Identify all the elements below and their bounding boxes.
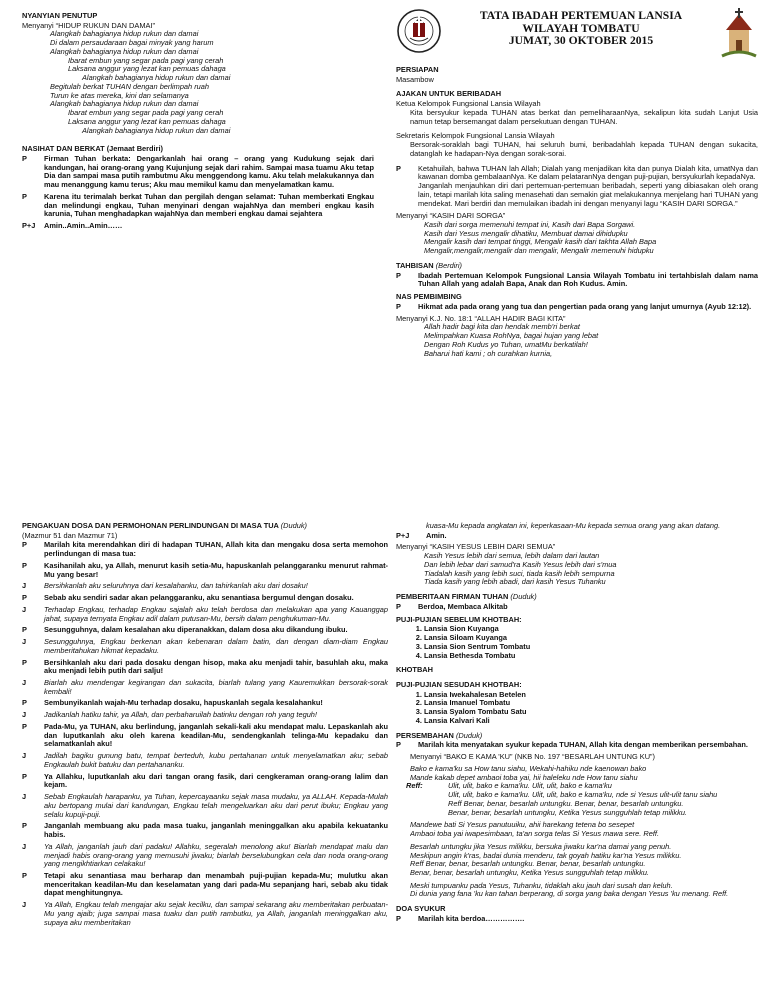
speaker-label: P: [22, 154, 27, 164]
liturgy-row: [22, 711, 388, 720]
liturgy-row: [22, 901, 388, 927]
speaker-label: P: [22, 821, 27, 831]
nas-text: Hikmat ada pada orang yang tua dan pengertian pada orang yang lanjut umurnya (Ayub 12:12).: [418, 301, 752, 311]
amin-label: P+J: [396, 530, 410, 540]
sermon-section: [396, 522, 758, 998]
liturgy-text: Sesungguhnya, Engkau berkenan akan kebenaran dalam batin, dan dengan diam-diam Engkau memberitahukan hikmat kepadaku.: [44, 637, 388, 655]
liturgy-text: Bersihkanlah aku seluruhnya dari kesalahanku, dan tahirkanlah aku dari dosaku!: [44, 581, 308, 591]
header-title-1: TATA IBADAH PERTEMUAN LANSIA: [479, 9, 683, 22]
liturgy-row: [22, 843, 388, 869]
liturgy-row: [22, 659, 388, 676]
puji-item: 3. Lansia Sion Sentrum Tombatu: [424, 643, 758, 652]
speaker-label: P+J: [22, 221, 36, 231]
speaker-label: P: [22, 540, 27, 550]
speaker-label: P: [22, 771, 27, 781]
speaker-label: J: [22, 900, 27, 910]
tahbisan-label: TAHBISAN: [396, 260, 434, 270]
lyric-line: Di dalam persaudaraan bagai minyak yang harum: [50, 39, 214, 48]
lyric-line: Ambaoi toba yai iwapesimbaan, ta'an sorga telas Si Yesus mawa sere. Reff.: [410, 830, 659, 839]
pemberitaan-text: Berdoa, Membaca Alkitab: [418, 601, 508, 611]
liturgy-text: Pada-Mu, ya TUHAN, aku berlindung, janganlah sekali-kali aku mendapat malu. Lepaskanlah aku dan luputkanlah aku oleh karena keadilan-Mu, sendengkanlah telinga-Mu kepadaku dan selamatkanlah aku!: [44, 721, 388, 749]
liturgy-text: Sebab Engkaulah harapanku, ya Tuhan, kepercayaanku sejak masa mudaku, ya ALLAH. Kepada-Mulah aku bertopang mulai dari kandungan, Engkau telah mengeluarkan aku dari perut ibuku; Engkau yang selalu kupuji-puji.: [44, 792, 388, 819]
speaker-label: J: [22, 792, 27, 802]
header-titles: [442, 8, 720, 48]
reff-label: [406, 800, 448, 809]
song4-reff: [396, 782, 758, 817]
liturgy-text: Jadikanlah hatiku tahir, ya Allah, dan perbaharuilah batinku dengan roh yang teguh!: [44, 710, 317, 720]
presider-call: [396, 165, 758, 209]
liturgy-row: [22, 679, 388, 696]
persembahan-heading: [396, 732, 758, 741]
header-title-3: JUMAT, 30 OKTOBER 2015: [508, 34, 654, 48]
lyric-line: Bako e kama'ku sa How tanu siahu, Wekahi-hahiku nde kaenowan bako: [410, 764, 647, 773]
amin-text: Amin.: [426, 530, 447, 540]
lyric-line: Melimpahkan Kuasa RohNya, bagai hujan yang lebat: [424, 332, 599, 341]
speaker-label: J: [22, 581, 27, 591]
lyric-line: Dengan Roh Kudus yo Tuhan, umatMu berkatilah!: [424, 340, 588, 349]
puji-item: 1. Lansia Iwekahalesan Betelen: [424, 691, 758, 700]
reff-line: [396, 782, 758, 791]
doa-text: Marilah kita berdoa…………….: [418, 913, 525, 923]
reff-line: [396, 791, 758, 800]
nas-heading: NAS PEMBIMBING: [396, 292, 462, 302]
liturgy-row: [22, 222, 374, 231]
closing-song-intro: Menyanyi “HIDUP RUKUN DAN DAMAI”: [22, 20, 155, 30]
persembahan-label: PERSEMBAHAN: [396, 730, 454, 740]
confession-items: [22, 541, 388, 927]
confession-heading: [22, 522, 388, 531]
puji2-list: [396, 691, 758, 726]
lyric-line: Alangkah bahagianya hidup rukun dan damai: [50, 47, 199, 56]
speaker-label: P: [22, 870, 27, 880]
lyric-line: Alangkah bahagianya hidup rukun dan damai: [82, 74, 231, 83]
lyric-line: Tiada kasih yang lebih abadi, dari kasih Yesus Tuhanku: [424, 578, 606, 587]
amin-row: [396, 532, 758, 541]
puji-item: 4. Lansia Bethesda Tombatu: [424, 652, 758, 661]
liturgy-text: Ya Allahku, luputkanlah aku dari tangan orang fasik, dari cengkeraman orang-orang lalim dan kejam.: [44, 771, 388, 790]
liturgy-text: Janganlah membuang aku pada masa tuaku, janganlah meninggalkan aku apabila kekuatanku habis.: [44, 821, 388, 840]
reff-label: Reff:: [406, 781, 423, 791]
sekretaris-text: Bersorak-soraklah bagi TUHAN, hai seluruh bumi, beribadahlah kepada TUHAN dengan sukacita, datanglah ke hadapan-Nya dengan sorak-sorai.: [410, 140, 758, 158]
speaker-label: P: [22, 191, 27, 201]
speaker-label: J: [22, 841, 27, 851]
nasihat-heading: NASIHAT DAN BERKAT (Jemaat Berdiri): [22, 144, 163, 154]
liturgy-row: [22, 752, 388, 769]
confession-ref: (Mazmur 51 dan Mazmur 71): [22, 530, 118, 540]
confession-section: [22, 522, 388, 998]
ajakan-heading: AJAKAN UNTUK BERIBADAH: [396, 89, 502, 99]
tahbisan-row: P Ibadah Pertemuan Kelompok Fungsional Lansia Wilayah Tombatu ini tertahbislah dalam nama Tuhan Allah yang adalah Bapa, Anak dan Roh Kudus. Amin.: [396, 270, 758, 289]
persiapan-heading: PERSIAPAN: [396, 65, 439, 74]
speaker-label: J: [22, 637, 27, 647]
opening-section: [396, 8, 758, 508]
liturgy-text: Tetapi aku senantiasa mau berharap dan menambah puji-pujian kepada-Mu; mulutku akan menceritakan keadilan-Mu dan keselamatan yang dari pada-Mu sepanjang hari, sebab aku tidak dapat menghitungnya.: [44, 870, 388, 898]
persembahan-text: Marilah kita menyatakan syukur kepada TUHAN, Allah kita dengan memberikan persembahan.: [418, 740, 748, 750]
ketua-label: Ketua Kelompok Fungsional Lansia Wilayah: [396, 99, 541, 109]
puji1-list: [396, 625, 758, 660]
puji2-heading: PUJI-PUJIAN SESUDAH KHOTBAH:: [396, 680, 522, 690]
lyric-line: Baharui hati kami ; oh curahkan kurnia,: [424, 349, 553, 358]
presider-label: P: [396, 163, 401, 173]
lyric-line: Tiadalah kasih yang lebih suci, tiada kasih lebih sempurna: [424, 569, 615, 578]
speaker-label: P: [22, 560, 27, 570]
lyric-line: Alangkah bahagianya hidup rukun dan damai: [82, 126, 231, 135]
song2-lyrics: [396, 323, 758, 358]
song2-title: Menyanyi K.J. No. 18:1 “ALLAH HADIR BAGI KITA”: [396, 313, 566, 323]
closing-section: [22, 8, 374, 508]
masambow-text: Masambow: [396, 74, 434, 84]
tahbisan-note: (Berdiri): [435, 260, 462, 270]
lyric-line: Mandewe bati Si Yesus panutuuiku, ahii harekang tetena bo sesepet: [410, 821, 635, 830]
doa-row: [396, 915, 758, 924]
song3-title: Menyanyi “KASIH YESUS LEBIH DARI SEMUA”: [396, 542, 556, 552]
lyric-line: Reff Benar, benar, besarlah untungku. Benar, benar, besarlah untungku.: [410, 860, 646, 869]
liturgy-row: [22, 872, 388, 898]
header-title-2: WILAYAH TOMBATU: [522, 21, 640, 35]
confession-note: (Duduk): [280, 522, 307, 530]
speaker-label: J: [22, 678, 27, 688]
puji-item: 2. Lansia Imanuel Tombatu: [424, 699, 758, 708]
reff-text: Benar, benar, besarlah untungku, Ketika Yesus sungguhlah tetap milikku.: [448, 808, 687, 817]
puji-item: 2. Lansia Siloam Kuyanga: [424, 634, 758, 643]
closing-song-heading: NYANYIAN PENUTUP: [22, 11, 98, 20]
pemberitaan-note: (Duduk): [510, 592, 537, 602]
lyric-line: Kasih dari sorga memenuhi tempat ini, Kasih dari Bapa Sorgawi.: [424, 221, 636, 230]
puji1-heading: PUJI-PUJIAN SEBELUM KHOTBAH:: [396, 614, 522, 624]
puji-item: 1. Lansia Sion Kuyanga: [424, 625, 758, 634]
song4-verse2: [396, 821, 758, 838]
puji-item: 3. Lansia Syalom Tombatu Satu: [424, 708, 758, 717]
closing-song-lyrics: [22, 30, 374, 135]
song1-title: Menyanyi “KASIH DARI SORGA”: [396, 211, 506, 221]
lyric-line: Allah hadir bagi kita dan hendak memb'ri berkat: [424, 323, 580, 332]
liturgy-row: [22, 793, 388, 819]
presider-text-2: Janganlah menjauhkan diri dari pertemuan-pertemuan beribadah, seperti yang dibiasakan oleh orang lain, tetapi marilah kita saling menasehati dan semakin giat melakukannya menjelang hari TUHAN yang mendekat. Mari berdiri dan memulaikan ibadah ini dengan menyanyi lagu “KASIH DARI SORGA.”: [418, 181, 758, 208]
speaker-label: P: [22, 625, 27, 635]
liturgy-row: [22, 626, 388, 635]
lyric-line: Ibarat embun yang segar pada pagi yang cerah: [68, 56, 224, 65]
lyric-line: Mande kakab depet ambaoi toba yai, hii haleleku nde How tanu siahu: [410, 773, 638, 782]
speaker-label: P: [22, 657, 27, 667]
liturgy-text: Kasihanilah aku, ya Allah, menurut kasih setia-Mu, hapuskanlah pelanggaranku menurut rahmat-Mu yang besar!: [44, 560, 388, 579]
tahbisan-heading: [396, 262, 758, 271]
liturgy-text: Bersihkanlah aku dari pada dosaku dengan hisop, maka aku menjadi tahir, basuhlah aku, maka aku menjadi lebih putih dari salju!: [44, 657, 388, 676]
persembahan-row: [396, 741, 758, 750]
speaker-label: P: [22, 593, 27, 603]
tahbisan-text: Ibadah Pertemuan Kelompok Fungsional Lansia Wilayah Tombatu ini tertahbislah dalam nama Tuhan Allah yang adalah Bapa, Anak dan Roh Kudus. Amin.: [418, 270, 758, 289]
liturgy-row: [22, 582, 388, 591]
liturgy-row: [22, 822, 388, 839]
liturgy-row: [22, 541, 388, 558]
liturgy-row: [22, 699, 388, 708]
khotbah-heading: KHOTBAH: [396, 665, 433, 675]
puji-item: 4. Lansia Kalvari Kali: [424, 717, 758, 726]
lyric-line: Di dunia yang fana 'ku kan tahan berperang, di sorga yang baka dengan Yesus 'ku menang. Reff.: [410, 889, 729, 899]
liturgy-row: [22, 562, 388, 579]
sekretaris-label: Sekretaris Kelompok Fungsional Lansia Wilayah: [396, 131, 555, 141]
church-logo-icon: [396, 8, 442, 54]
persembahan-note: (Duduk): [455, 730, 483, 740]
lyric-line: Ibarat embun yang segar pada pagi yang cerah: [68, 109, 224, 118]
presider-text-1: Ketahuilah, bahwa TUHAN lah Allah; Dialah yang menjadikan kita dan punya Dialah kita, umatNya dan kawanan domba gembalaanNya. Ke dalam pelataranNya dengan puji-pujian, bersyukurlah kepadaNya.: [418, 163, 758, 182]
speaker-label: P: [22, 721, 27, 731]
song1-lyrics: [396, 221, 758, 256]
liturgy-text: Terhadap Engkau, terhadap Engkau sajalah aku telah berdosa dan melakukan apa yang Kauanggap jahat, supaya ternyata Engkau adil dalam putusan-Mu, bersih dalam penghukuman-Mu.: [44, 604, 388, 623]
ketua-text: Kita bersyukur kepada TUHAN atas berkat dan pemeliharaanNya, sekalipun kita sudah Lanjut Usia namun tetap bersemangat dalam persekutuan dengan TUHAN.: [410, 107, 758, 126]
lyric-line: Besarlah untungku jika Yesus milikku, bersuka jiwaku kar'na damai yang penuh.: [410, 842, 672, 851]
liturgy-row: [22, 773, 388, 790]
pemberitaan-label: PEMBERITAAN FIRMAN TUHAN: [396, 592, 509, 602]
song4-verse3: [396, 843, 758, 878]
lyric-line: Laksana anggur yang lezat kan pemuas dahaga: [68, 117, 226, 126]
persembahan-p: P: [396, 740, 401, 750]
reff-label: [406, 791, 448, 800]
liturgy-text: Karena itu terimalah berkat Tuhan dan pergilah dengan selamat: Tuhan memberkati Engkau dan melindungi engkau, Tuhan menyinari dengan wajahNya dan memberi engkau kasih karunia, Tuhan menghadapkan wajahNya dan memberi engkau damai sejahtera: [44, 191, 374, 219]
lyric-line: Mengalir kasih dari tempat tinggi, Mengalir kasih dari takhta Allah Bapa: [424, 238, 657, 247]
pemberitaan-p: P: [396, 601, 401, 611]
reff-text: Ulit, ulit, bako e kama'ku. Ulit, ulit, bako e kama'ku: [448, 782, 612, 791]
liturgy-text: Sesungguhnya, dalam kesalahan aku diperanakkan, dalam dosa aku dikandung ibuku.: [44, 625, 348, 635]
doa-heading: DOA SYUKUR: [396, 904, 446, 914]
liturgy-text: Ya Allah, Engkau telah mengajar aku sejak kecilku, dan sampai sekarang aku memberitakan perbuatan-Mu yang ajaib; juga sampai masa tuaku dan putih rambutku, ya Allah, janganlah meninggalkan aku, supaya aku memberitakan: [44, 900, 388, 927]
doa-p: P: [396, 913, 401, 923]
speaker-label: J: [22, 710, 27, 720]
song4-title: Menyanyi “BAKO E KAMA 'KU” (NKB No. 197 “BESARLAH UNTUNG KU”): [410, 752, 655, 762]
liturgy-text: Ya Allah, janganlah jauh dari padaku! Allahku, segeralah menolong aku! Biarlah mendapat malu dan menjadi habis orang-orang yang memusuhi jiwaku; biarlah berselubungkan cela dan noda orang-orang yang mengikhtiarkan celakaku!: [44, 841, 388, 869]
lyric-line: Mengalir,mengalir,mengalir dan mengalir, Mengalir memenuhi hidupku: [424, 247, 654, 256]
reff-text: Reff Benar, benar, besarlah untungku. Benar, benar, besarlah untungku.: [448, 799, 684, 808]
liturgy-text: Amin..Amin..Amin……: [44, 221, 123, 231]
liturgy-row: [22, 193, 374, 219]
lyric-line: Laksana anggur yang lezat kan pemuas dahaga: [68, 65, 226, 74]
confession-continuation: kuasa-Mu kepada angkatan ini, keperkasaan-Mu kepada semua orang yang akan datang.: [426, 522, 721, 530]
speaker-label: P: [22, 698, 27, 708]
liturgy-text: Jadilah bagiku gunung batu, tempat berteduh, kubu pertahanan untuk menyelamatkan aku; sebab Engkaulah bukit batuku dan pertahananku.: [44, 751, 388, 769]
lyric-line: Kasih Yesus lebih dari semua, lebih dalam dari lautan: [424, 552, 600, 561]
lyric-line: Benar, benar, besarlah untungku, Ketika Yesus sungguhlah tetap milikku.: [410, 868, 649, 877]
liturgy-text: Sebab aku sendiri sadar akan pelanggaranku, aku senantiasa bergumul dengan dosaku.: [44, 593, 354, 603]
liturgy-row: [22, 155, 374, 190]
reff-line: [396, 800, 758, 809]
reff-text: Ulit, ulit, bako e kama'ku. Ulit, ulit, bako e kama'ku, nde si Yesus ulit-ulit tanu siahu: [448, 791, 718, 800]
confession-heading-text: PENGAKUAN DOSA DAN PERMOHONAN PERLINDUNGAN DI MASA TUA: [22, 522, 279, 530]
liturgy-text: Biarlah aku mendengar kegirangan dan sukacita, biarlah tulang yang Kauremukkan bersorak-sorak kembali!: [44, 678, 388, 696]
song4-verse1: [396, 765, 758, 782]
lyric-line: Alangkah bahagianya hidup rukun dan damai: [50, 100, 199, 109]
song3-lyrics: [396, 552, 758, 587]
nas-row: P Hikmat ada pada orang yang tua dan pengertian pada orang yang lanjut umurnya (Ayub 12:12).: [396, 303, 758, 312]
church-building-icon: [720, 8, 758, 60]
lyric-line: Dan lebih lebar dari samud'ra Kasih Yesus lebih dari s'mua: [424, 560, 617, 569]
song4-verse4: [396, 882, 758, 899]
reff-label: [406, 809, 448, 818]
liturgy-row: [22, 594, 388, 603]
liturgy-text: Sembunyikanlah wajah-Mu terhadap dosaku, hapuskanlah segala kesalahanku!: [44, 698, 323, 708]
pemberitaan-row: [396, 603, 758, 612]
lyric-line: Turun ke atas mereka, kini dan selamanya: [50, 91, 189, 100]
document-header: [396, 8, 758, 60]
liturgy-row: [22, 638, 388, 655]
reff-line: [396, 809, 758, 818]
lyric-line: Alangkah bahagianya hidup rukun dan damai: [50, 30, 199, 39]
liturgy-row: [22, 723, 388, 749]
lyric-line: Meski tumpuanku pada Yesus, Tuhanku, tidaklah aku jauh dari susah dan keluh.: [410, 880, 673, 890]
liturgy-text: Firman Tuhan berkata: Dengarkanlah hai orang – orang yang Kudukung sejak dari kandungan, hai orang-orang yang Kujunjung sejak dari rahim. Sampai masa tuamu Aku tetap Dia dan sampai masa putih rambutmu Aku menggendong kamu. Aku telah melakukannya dan mau menanggung kamu terus; Aku mau memikul kamu dan menyelamatkan kamu.: [44, 154, 374, 190]
pemberitaan-heading: [396, 593, 758, 602]
liturgy-text: Marilah kita merendahkan diri di hadapan TUHAN, Allah kita dan mengaku dosa serta memohon perlindungan di masa tua:: [44, 540, 388, 559]
lyric-line: Begitulah berkat TUHAN dengan berlimpah ruah: [50, 82, 209, 91]
nasihat-items: [22, 155, 374, 231]
lyric-line: Meskipun angin k'ras, badai dunia menderu, tak goyah hatiku kar'na Yesus milikku.: [410, 851, 682, 860]
liturgy-row: [22, 606, 388, 623]
speaker-label: J: [22, 751, 27, 761]
lyric-line: Kasih dari Yesus mengalir dihatiku, Membuat damai dihidupku: [424, 229, 628, 238]
speaker-label: J: [22, 604, 27, 614]
